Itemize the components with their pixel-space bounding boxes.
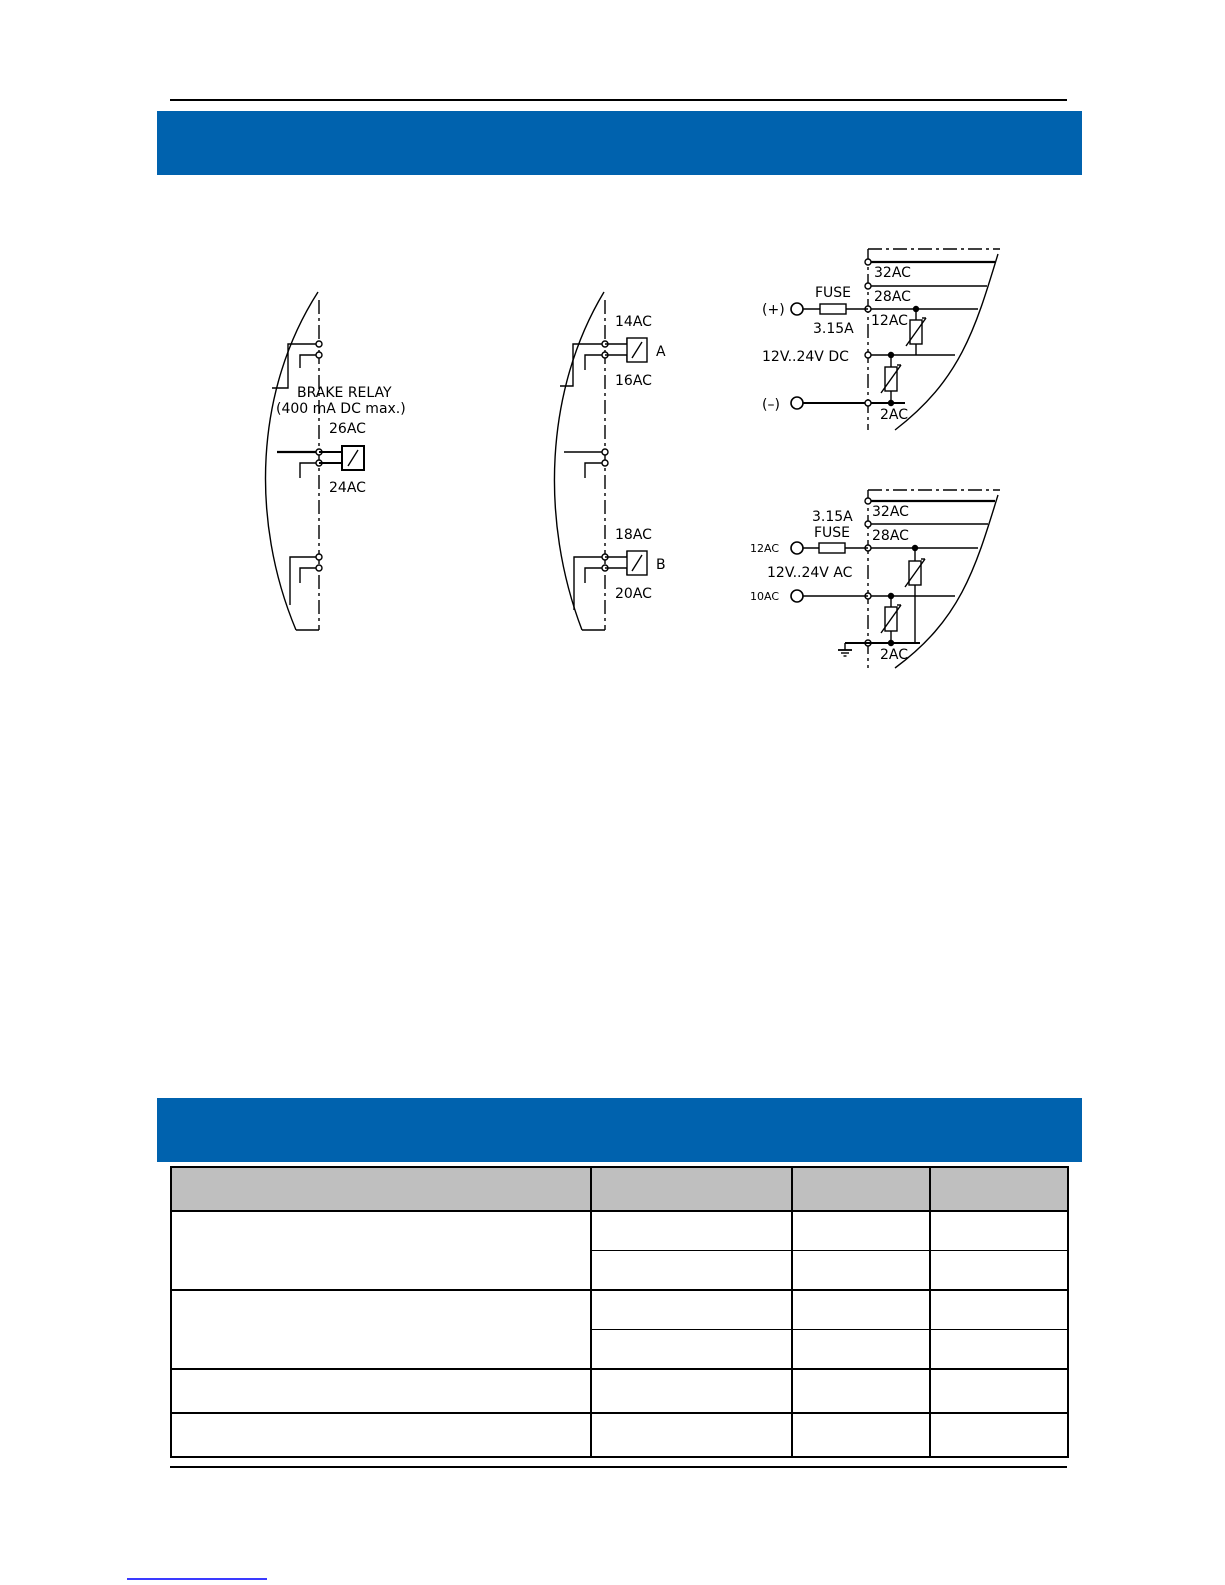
- table-cell: [591, 1290, 792, 1330]
- terminal-14ac: 14AC: [615, 314, 652, 330]
- table-header-cell: [792, 1167, 930, 1211]
- table-cell: [792, 1290, 930, 1330]
- dc-minus-label: (–): [762, 397, 780, 413]
- ac-terminal-28ac: 28AC: [872, 528, 909, 544]
- table-cell: [792, 1330, 930, 1370]
- table-row: [171, 1369, 1068, 1413]
- table-cell: [591, 1330, 792, 1370]
- table-header-cell: [171, 1167, 591, 1211]
- table-header-row: [171, 1167, 1068, 1211]
- ac-fuse-label: FUSE: [814, 525, 851, 541]
- brake-relay-diagram: [265, 292, 364, 630]
- table-cell: [591, 1369, 792, 1413]
- brake-relay-rating: (400 mA DC max.): [276, 401, 406, 417]
- footer-rule: [170, 1466, 1067, 1468]
- table-cell: [591, 1251, 792, 1291]
- table-cell: [792, 1211, 930, 1251]
- table-cell: [930, 1413, 1068, 1457]
- wiring-diagrams: [0, 0, 1225, 700]
- dc-terminal-12ac: 12AC: [871, 313, 908, 329]
- table-row: [171, 1211, 1068, 1251]
- table-cell: [171, 1211, 591, 1290]
- table-row: [171, 1290, 1068, 1330]
- table-header-cell: [591, 1167, 792, 1211]
- ac-input-10ac: 10AC: [750, 590, 780, 603]
- table-row: [171, 1413, 1068, 1457]
- ac-fuse-rating: 3.15A: [812, 509, 853, 525]
- table-cell: [930, 1290, 1068, 1330]
- dc-terminal-2ac: 2AC: [880, 407, 909, 423]
- terminal-20ac: 20AC: [615, 586, 652, 602]
- table-cell: [591, 1413, 792, 1457]
- table-cell: [930, 1211, 1068, 1251]
- relay-b-name: B: [656, 557, 666, 573]
- ac-terminal-2ac: 2AC: [880, 647, 909, 663]
- section-band-bottom: [157, 1098, 1082, 1162]
- table-cell: [171, 1290, 591, 1369]
- relay-a-name: A: [656, 344, 666, 360]
- terminal-18ac: 18AC: [615, 527, 652, 543]
- dc-terminal-28ac: 28AC: [874, 289, 911, 305]
- terminal-26ac: 26AC: [329, 421, 366, 437]
- ac-input-12ac: 12AC: [750, 542, 780, 555]
- relay-a-b-diagram: [554, 292, 647, 630]
- table-cell: [171, 1413, 591, 1457]
- terminal-16ac: 16AC: [615, 373, 652, 389]
- ac-terminal-32ac: 32AC: [872, 504, 909, 520]
- table-header-cell: [930, 1167, 1068, 1211]
- terminal-24ac: 24AC: [329, 480, 366, 496]
- dc-terminal-32ac: 32AC: [874, 265, 911, 281]
- table-cell: [930, 1251, 1068, 1291]
- table-cell: [792, 1369, 930, 1413]
- table-cell: [792, 1413, 930, 1457]
- ground-icon: [838, 643, 852, 656]
- brake-relay-label: BRAKE RELAY: [297, 385, 392, 401]
- dc-plus-label: (+): [762, 302, 785, 318]
- dc-fuse-rating: 3.15A: [813, 321, 854, 337]
- dc-fuse-label: FUSE: [815, 285, 852, 301]
- dc-supply-label: 12V..24V DC: [762, 349, 849, 365]
- table-cell: [930, 1369, 1068, 1413]
- footer-link-underline[interactable]: [127, 1578, 267, 1580]
- table-cell: [591, 1211, 792, 1251]
- spec-table: [170, 1166, 1069, 1458]
- table-cell: [171, 1369, 591, 1413]
- table-cell: [792, 1251, 930, 1291]
- ac-supply-label: 12V..24V AC: [767, 565, 853, 581]
- table-cell: [930, 1330, 1068, 1370]
